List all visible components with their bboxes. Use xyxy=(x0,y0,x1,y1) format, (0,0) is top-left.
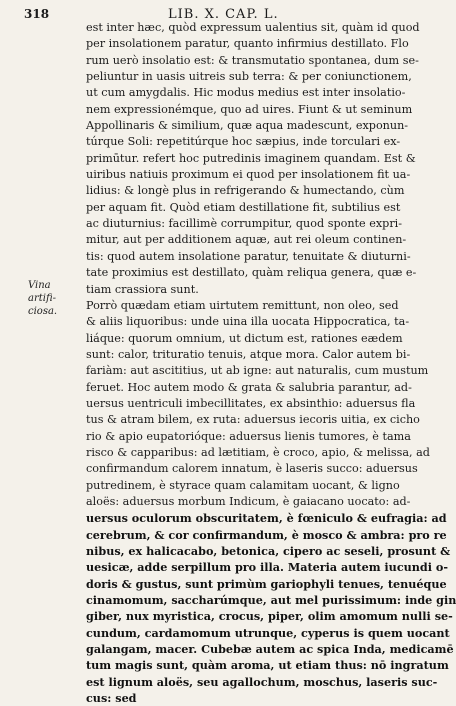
text-line: putredinem, è styrace quam calamitam uocant, & ligno xyxy=(86,478,400,492)
text-line: est inter hæc, quòd expressum ualentius sit, quàm id quod xyxy=(86,21,420,34)
text-line: liáque: quorum omnium, ut dictum est, rationes eædem xyxy=(86,331,403,345)
text-line: cerebrum, & cor confirmandum, è mosco & ambra: pro re xyxy=(86,527,447,542)
text-line: uiribus natiuis proximum ei quod per insolationem fit ua- xyxy=(86,168,411,182)
page-number: 318 xyxy=(24,7,50,21)
text-line: per insolationem paratur, quanto infirmius destillato. Flo xyxy=(86,37,409,51)
text-line: primūtur. refert hoc putredinis imaginem quandam. Est & xyxy=(86,151,416,165)
text-line: peliuntur in uasis uitreis sub terra: & per coniunctionem, xyxy=(86,70,412,84)
text-line: cundum, cardamomum utrunque, cyperus is quem uocant xyxy=(86,625,450,640)
text-line: tus & atram bilem, ex ruta: aduersus iecoris uitia, ex cicho xyxy=(86,413,420,427)
text-line: risco & capparibus: ad lætitiam, è croco, apio, & melissa, ad xyxy=(86,445,430,459)
text-line: & aliis liquoribus: unde uina illa uocata Hippocratica, ta- xyxy=(86,315,410,329)
text-line: lidius: & longè plus in refrigerando & humectando, cùm xyxy=(86,184,405,198)
text-line: rum uerò insolatio est: & transmutatio spontanea, dum se- xyxy=(86,53,419,67)
text-line: mitur, aut per additionem aquæ, aut rei oleum continen- xyxy=(86,233,407,247)
text-line: aloës: aduersus morbum Indicum, è gaiacano uocato: ad- xyxy=(86,494,411,508)
text-line: giber, nux myristica, crocus, piper, olim amomum nulli se- xyxy=(86,609,453,624)
text-line: est lignum aloës, seu agallochum, moschus, laseris suc- xyxy=(86,674,438,689)
text-line: uersus oculorum obscuritatem, è fœniculo & eufragia: ad xyxy=(86,511,447,526)
text-line: tate proximius est destillato, quàm reliqua genera, quæ e- xyxy=(86,266,417,280)
text-line: cinamomum, saccharúmque, aut mel purissimum: inde gin xyxy=(86,593,456,608)
margin-note-line: Vina artifi- xyxy=(28,280,57,304)
text-line: tum magis sunt, quàm aroma, ut etiam thus: nō ingratum xyxy=(86,658,449,673)
text-line: galangam, macer. Cubebæ autem ac spica Inda, medicamē xyxy=(86,642,454,657)
text-line: cus: sed xyxy=(86,691,137,706)
text-line: uersus uentriculi imbecillitates, ex absinthio: aduersus fla xyxy=(86,396,416,410)
text-line: feruet. Hoc autem modo & grata & salubria parantur, ad- xyxy=(86,380,412,394)
text-line: doris & gustus, sunt primùm gariophyli tenues, tenuéque xyxy=(86,576,447,591)
margin-note-line: ciosa. xyxy=(28,306,58,317)
text-line: confirmandum calorem innatum, è laseris succo: aduersus xyxy=(86,462,418,476)
text-line: Appollinaris & similium, quæ aqua madescunt, exponun- xyxy=(86,119,409,133)
body-text xyxy=(86,20,456,706)
text-line: fariàm: aut ascititius, ut ab igne: aut naturalis, cum mustum xyxy=(86,364,429,378)
text-line: ac diuturnius: facillimè corrumpitur, quod sponte expri- xyxy=(86,217,403,231)
text-line: per aquam fit. Quòd etiam destillatione fit, subtilius est xyxy=(86,200,401,214)
running-head: LIB. X. CAP. L. xyxy=(168,7,279,22)
text-line: tis: quod autem insolatione paratur, tenuitate & diuturni- xyxy=(86,249,411,263)
text-line: Porrò quædam etiam uirtutem remittunt, non oleo, sed xyxy=(86,298,399,312)
text-line: túrque Soli: repetitúrque hoc sæpius, inde torculari ex- xyxy=(86,135,401,149)
margin-note xyxy=(28,279,80,318)
text-line: tiam crassiora sunt. xyxy=(86,282,199,296)
text-line: rio & apio eupatorióque: aduersus lienis tumores, è tama xyxy=(86,429,411,443)
text-line: ut cum amygdalis. Hic modus medius est inter insolatio- xyxy=(86,86,406,100)
text-line: sunt: calor, trituratio tenuis, atque mora. Calor autem bi- xyxy=(86,347,411,361)
text-line: uesicæ, adde serpillum pro illa. Materia autem iucundi o- xyxy=(86,560,448,575)
text-line: nibus, ex halicacabo, betonica, cipero ac seseli, prosunt & xyxy=(86,544,451,558)
text-line: nem expressionémque, quo ad uires. Fiunt & ut seminum xyxy=(86,102,413,116)
